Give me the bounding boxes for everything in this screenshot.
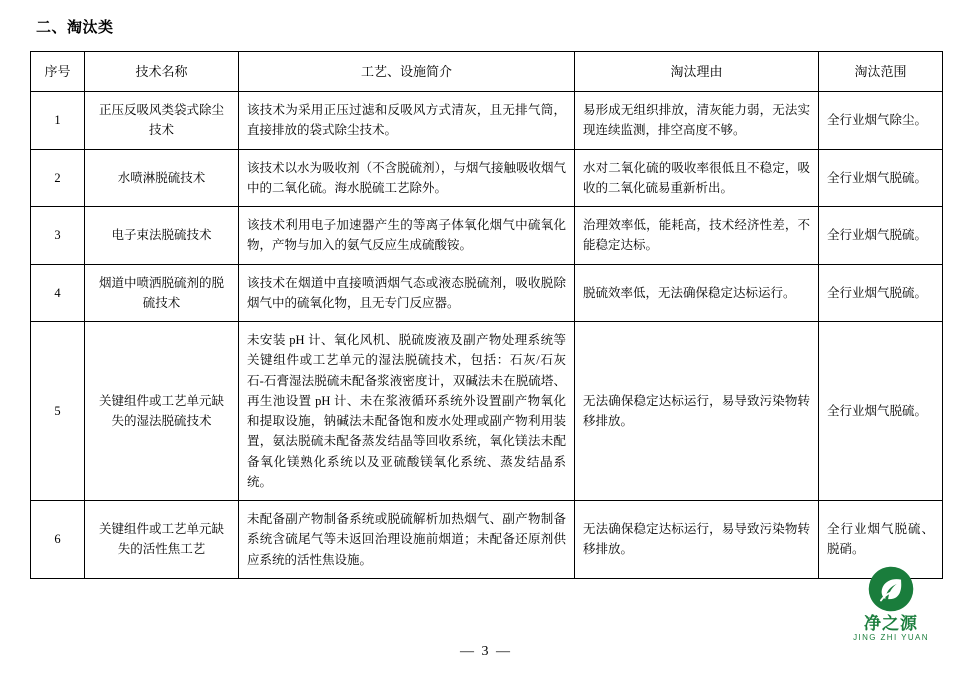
column-header-description: 工艺、设施简介 bbox=[239, 52, 575, 92]
row-scope: 全行业烟气脱硫。 bbox=[819, 149, 943, 207]
row-reason: 治理效率低，能耗高，技术经济性差，不能稳定达标。 bbox=[575, 207, 819, 265]
elimination-category-table bbox=[30, 51, 943, 579]
table-row bbox=[31, 501, 943, 579]
row-technology-name: 烟道中喷洒脱硫剂的脱硫技术 bbox=[85, 264, 239, 322]
row-scope: 全行业烟气脱硫。 bbox=[819, 264, 943, 322]
table-row bbox=[31, 207, 943, 265]
logo-name-cn: 净之源 bbox=[864, 614, 918, 633]
row-description: 该技术以水为吸收剂（不含脱硫剂），与烟气接触吸收烟气中的二氧化硫。海水脱硫工艺除外。 bbox=[239, 149, 575, 207]
document-page bbox=[0, 16, 972, 674]
row-reason: 无法确保稳定达标运行，易导致污染物转移排放。 bbox=[575, 322, 819, 501]
row-reason: 无法确保稳定达标运行，易导致污染物转移排放。 bbox=[575, 501, 819, 579]
table-header-row bbox=[31, 52, 943, 92]
row-technology-name: 关键组件或工艺单元缺失的活性焦工艺 bbox=[85, 501, 239, 579]
section-title: 二、淘汰类 bbox=[36, 19, 114, 36]
row-scope: 全行业烟气脱硫、脱硝。 bbox=[819, 501, 943, 579]
row-no: 5 bbox=[31, 322, 85, 501]
column-header-reason: 淘汰理由 bbox=[575, 52, 819, 92]
row-reason: 脱硫效率低，无法确保稳定达标运行。 bbox=[575, 264, 819, 322]
row-no: 6 bbox=[31, 501, 85, 579]
column-header-no: 序号 bbox=[31, 52, 85, 92]
row-technology-name: 正压反吸风类袋式除尘技术 bbox=[85, 92, 239, 150]
row-reason: 水对二氧化硫的吸收率很低且不稳定，吸收的二氧化硫易重新析出。 bbox=[575, 149, 819, 207]
logo-name-en: JING ZHI YUAN bbox=[853, 633, 929, 642]
table-row bbox=[31, 264, 943, 322]
row-no: 1 bbox=[31, 92, 85, 150]
row-scope: 全行业烟气除尘。 bbox=[819, 92, 943, 150]
row-description: 该技术为采用正压过滤和反吸风方式清灰，且无排气筒，直接排放的袋式除尘技术。 bbox=[239, 92, 575, 150]
row-technology-name: 电子束法脱硫技术 bbox=[85, 207, 239, 265]
watermark-logo bbox=[832, 566, 950, 642]
row-description: 该技术在烟道中直接喷洒烟气态或液态脱硫剂，吸收脱除烟气中的硫氧化物，且无专门反应器。 bbox=[239, 264, 575, 322]
row-scope: 全行业烟气脱硫。 bbox=[819, 322, 943, 501]
row-no: 3 bbox=[31, 207, 85, 265]
row-technology-name: 水喷淋脱硫技术 bbox=[85, 149, 239, 207]
row-technology-name: 关键组件或工艺单元缺失的湿法脱硫技术 bbox=[85, 322, 239, 501]
table-row bbox=[31, 149, 943, 207]
table-row bbox=[31, 322, 943, 501]
column-header-name: 技术名称 bbox=[85, 52, 239, 92]
row-no: 4 bbox=[31, 264, 85, 322]
row-description: 未配备副产物制备系统或脱硫解析加热烟气、副产物制备系统含硫尾气等未返回治理设施前烟道；未配备还原剂供应系统的活性焦设施。 bbox=[239, 501, 575, 579]
leaf-logo-icon bbox=[868, 566, 914, 612]
row-scope: 全行业烟气脱硫。 bbox=[819, 207, 943, 265]
page-number: — 3 — bbox=[460, 644, 512, 659]
row-reason: 易形成无组织排放，清灰能力弱，无法实现连续监测，排空高度不够。 bbox=[575, 92, 819, 150]
table-row bbox=[31, 92, 943, 150]
row-description: 该技术利用电子加速器产生的等离子体氧化烟气中硫氧化物，产物与加入的氨气反应生成硫酸铵。 bbox=[239, 207, 575, 265]
column-header-scope: 淘汰范围 bbox=[819, 52, 943, 92]
row-no: 2 bbox=[31, 149, 85, 207]
row-description: 未安装 pH 计、氧化风机、脱硫废液及副产物处理系统等关键组件或工艺单元的湿法脱硫技术，包括：石灰/石灰石-石膏湿法脱硫未配备浆液密度计，双碱法未在脱硫塔、再生池设置 pH 计、未在浆液循环系统外设置副产物氧化和提取设施，钠碱法未配备饱和废水处理或副产物利用装置，氨法脱硫未配备蒸发结晶等回收系统，氧化镁法未配备氧化镁熟化系统以及亚硫酸镁氧化系统、蒸发结晶系统。 bbox=[239, 322, 575, 501]
